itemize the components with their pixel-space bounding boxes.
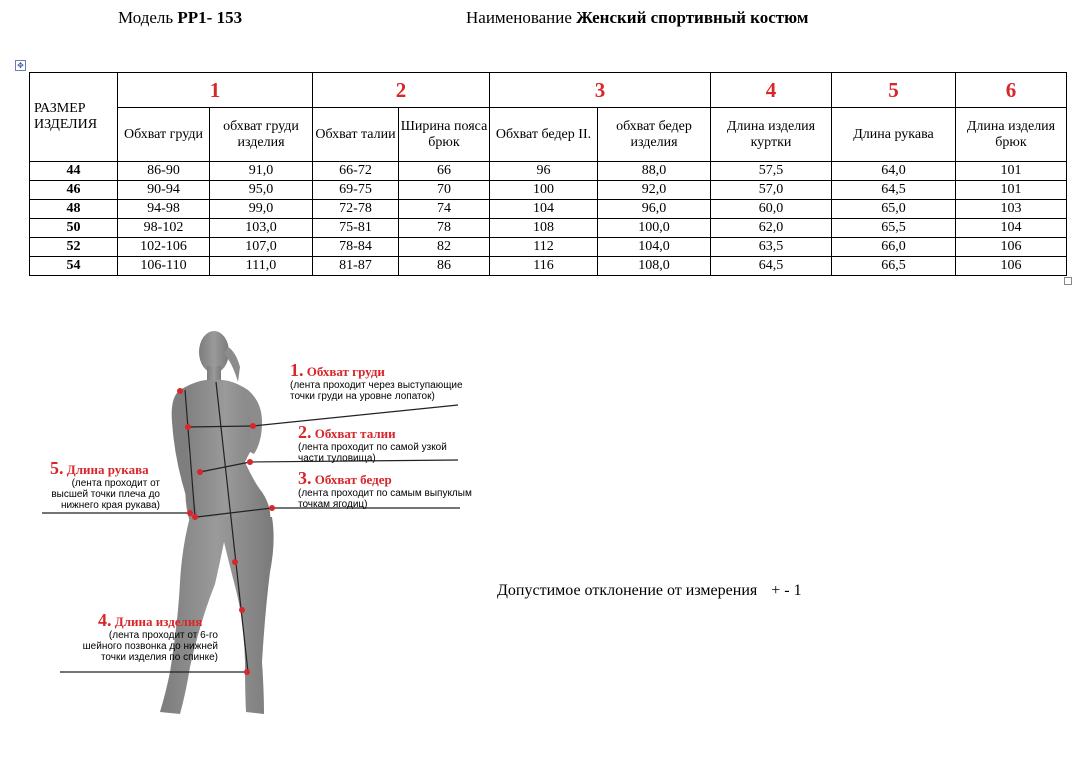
name-header — [466, 8, 808, 28]
table-cell: 102-106 — [118, 238, 210, 257]
column-header: Обхват бедер II. — [490, 108, 598, 162]
table-cell: 98-102 — [118, 219, 210, 238]
table-cell: 99,0 — [210, 200, 313, 219]
model-value: РР1- 153 — [177, 8, 243, 27]
table-cell: 103,0 — [210, 219, 313, 238]
measurement-1-note: (лента проходит через выступающие точки груди на уровне лопаток) — [290, 380, 463, 402]
column-header: обхват бедер изделия — [598, 108, 711, 162]
table-cell: 66-72 — [313, 162, 399, 181]
table-cell: 57,5 — [711, 162, 832, 181]
table-row — [30, 181, 1067, 200]
group-header-2: 2 — [313, 73, 490, 108]
column-header: Обхват груди — [118, 108, 210, 162]
table-cell: 86 — [399, 257, 490, 276]
table-cell: 86-90 — [118, 162, 210, 181]
size-cell: 46 — [30, 181, 118, 200]
name-value: Женский спортивный костюм — [576, 8, 809, 27]
model-header — [118, 8, 242, 28]
measurement-3-note: (лента проходит по самым выпуклым точкам ягодиц) — [298, 488, 472, 510]
table-cell: 112 — [490, 238, 598, 257]
table-move-handle-icon[interactable]: ✥ — [15, 60, 26, 71]
table-row — [30, 219, 1067, 238]
size-cell: 54 — [30, 257, 118, 276]
table-cell: 78-84 — [313, 238, 399, 257]
column-header: Длина изделия брюк — [956, 108, 1067, 162]
model-label: Модель — [118, 8, 174, 27]
table-row — [30, 238, 1067, 257]
table-cell: 96,0 — [598, 200, 711, 219]
table-cell: 103 — [956, 200, 1067, 219]
table-row — [30, 200, 1067, 219]
measurement-2-title: 2. Обхват талии — [298, 422, 396, 442]
table-cell: 64,5 — [832, 181, 956, 200]
table-cell: 104,0 — [598, 238, 711, 257]
table-cell: 66,0 — [832, 238, 956, 257]
table-cell: 60,0 — [711, 200, 832, 219]
group-header-3: 3 — [490, 73, 711, 108]
table-cell: 66 — [399, 162, 490, 181]
table-cell: 94-98 — [118, 200, 210, 219]
table-cell: 107,0 — [210, 238, 313, 257]
table-cell: 106 — [956, 238, 1067, 257]
table-cell: 101 — [956, 181, 1067, 200]
table-cell: 81-87 — [313, 257, 399, 276]
group-header-5: 5 — [832, 73, 956, 108]
table-cell: 66,5 — [832, 257, 956, 276]
table-cell: 69-75 — [313, 181, 399, 200]
size-cell: 50 — [30, 219, 118, 238]
column-header: Обхват талии — [313, 108, 399, 162]
size-table — [29, 72, 1067, 276]
column-header: Длина рукава — [832, 108, 956, 162]
table-cell: 104 — [490, 200, 598, 219]
measurement-1-title: 1. Обхват груди — [290, 360, 385, 380]
table-cell: 100 — [490, 181, 598, 200]
table-row — [30, 257, 1067, 276]
table-cell: 108,0 — [598, 257, 711, 276]
name-label: Наименование — [466, 8, 572, 27]
group-header-6: 6 — [956, 73, 1067, 108]
measurement-4-note: (лента проходит от 6-го шейного позвонка до нижней точки изделия по спинке) — [82, 630, 218, 663]
table-resize-handle[interactable] — [1064, 277, 1072, 285]
table-cell: 64,0 — [832, 162, 956, 181]
group-header-4: 4 — [711, 73, 832, 108]
measurement-3-title: 3. Обхват бедер — [298, 468, 392, 488]
tolerance-text: Допустимое отклонение от измерения — [497, 582, 758, 599]
measurement-figure — [40, 322, 520, 722]
column-header: Ширина пояса брюк — [399, 108, 490, 162]
measurement-5-title: 5. Длина рукава — [50, 458, 149, 478]
table-cell: 74 — [399, 200, 490, 219]
table-cell: 78 — [399, 219, 490, 238]
table-cell: 95,0 — [210, 181, 313, 200]
table-cell: 62,0 — [711, 219, 832, 238]
table-cell: 82 — [399, 238, 490, 257]
table-cell: 70 — [399, 181, 490, 200]
table-cell: 92,0 — [598, 181, 711, 200]
table-cell: 111,0 — [210, 257, 313, 276]
table-cell: 75-81 — [313, 219, 399, 238]
column-header: Длина изделия куртки — [711, 108, 832, 162]
table-cell: 91,0 — [210, 162, 313, 181]
column-header: обхват груди изделия — [210, 108, 313, 162]
table-cell: 88,0 — [598, 162, 711, 181]
table-cell: 106-110 — [118, 257, 210, 276]
tolerance-value: + - 1 — [771, 582, 802, 599]
table-cell: 72-78 — [313, 200, 399, 219]
table-cell: 101 — [956, 162, 1067, 181]
table-cell: 106 — [956, 257, 1067, 276]
size-header: РАЗМЕР ИЗДЕЛИЯ — [30, 73, 118, 162]
size-cell: 48 — [30, 200, 118, 219]
table-cell: 65,5 — [832, 219, 956, 238]
table-cell: 116 — [490, 257, 598, 276]
measurement-5-note: (лента проходит от высшей точки плеча до нижнего края рукава) — [51, 478, 160, 511]
table-cell: 90-94 — [118, 181, 210, 200]
size-cell: 44 — [30, 162, 118, 181]
measurement-2-note: (лента проходит по самой узкой части туловища) — [298, 442, 447, 464]
table-cell: 104 — [956, 219, 1067, 238]
tolerance-note — [497, 582, 802, 600]
table-cell: 57,0 — [711, 181, 832, 200]
group-header-1: 1 — [118, 73, 313, 108]
table-cell: 100,0 — [598, 219, 711, 238]
table-cell: 64,5 — [711, 257, 832, 276]
table-cell: 65,0 — [832, 200, 956, 219]
table-cell: 96 — [490, 162, 598, 181]
size-cell: 52 — [30, 238, 118, 257]
measurement-4-title: 4. Длина изделия — [98, 610, 203, 630]
table-cell: 108 — [490, 219, 598, 238]
table-cell: 63,5 — [711, 238, 832, 257]
table-row — [30, 162, 1067, 181]
